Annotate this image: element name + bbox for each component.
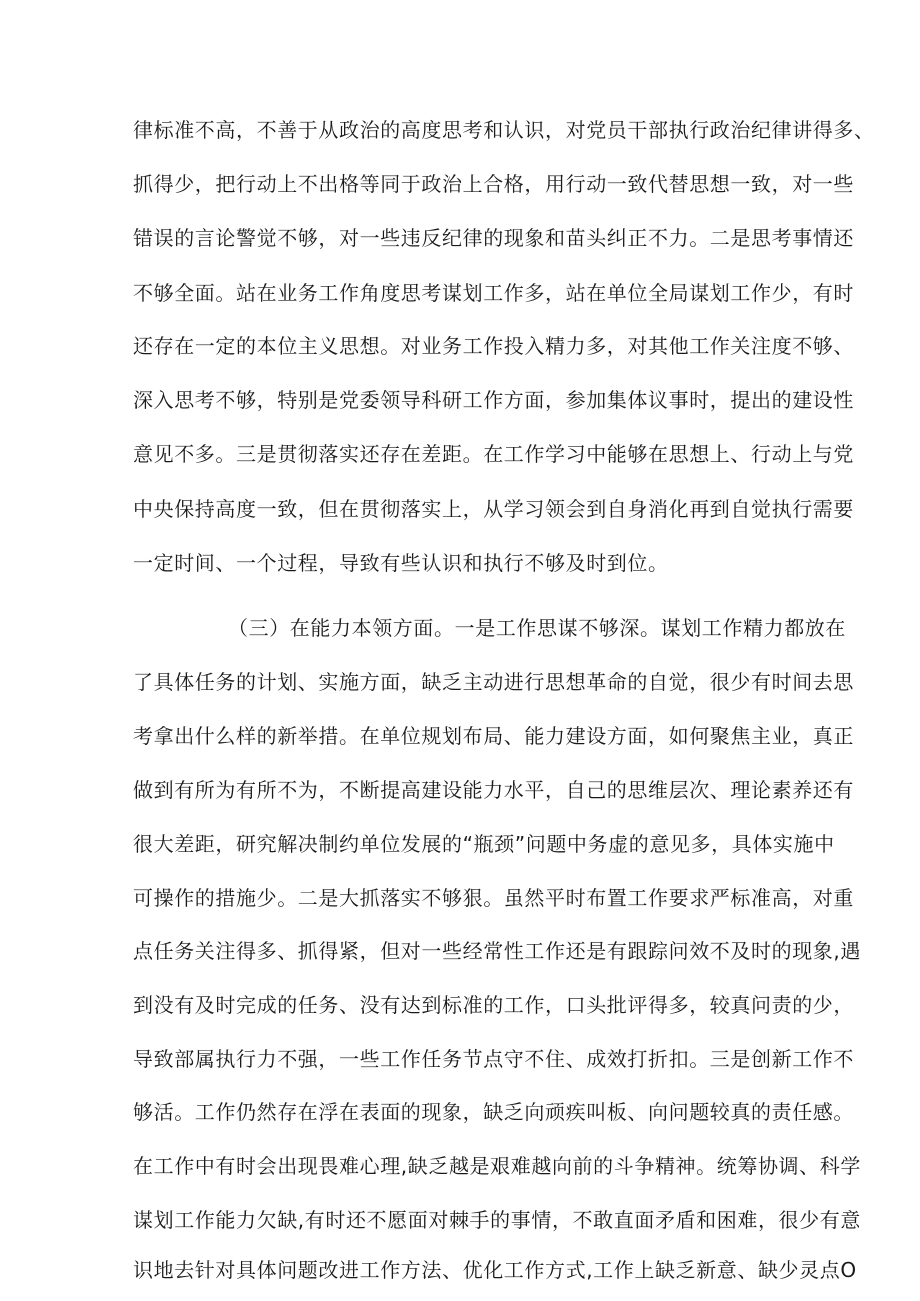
text-line: 中央保持高度一致，但在贯彻落实上，从学习领会到自身消化再到自觉执行需要 <box>133 497 854 521</box>
text-line: 导致部属执行力不强，一些工作任务节点守不住、成效打折扣。三是创新工作不 <box>133 1047 854 1071</box>
text-line: 律标准不高，不善于从政治的高度思考和认识，对党员干部执行政治纪律讲得多、 <box>133 118 875 142</box>
text-line: 点任务关注得多、抓得紧，但对一些经常性工作还是有跟踪问效不及时的现象,遇 <box>133 939 861 963</box>
text-line: 考拿出什么样的新举措。在单位规划布局、能力建设方面，如何聚焦主业，真正 <box>133 724 854 748</box>
text-line: 错误的言论警觉不够，对一些违反纪律的现象和苗头纠正不力。二是思考事情还 <box>133 226 854 250</box>
text-line: 做到有所为有所不为，不断提高建设能力水平，自己的思维层次、理论素养还有 <box>133 778 854 802</box>
text-line: 很大差距，研究解决制约单位发展的“瓶颈”问题中务虚的意见多，具体实施中 <box>133 832 835 856</box>
text-line: 到没有及时完成的任务、没有达到标准的工作，口头批评得多，较真问责的少， <box>133 993 854 1017</box>
section-heading-line: （三）在能力本领方面。一是工作思谋不够深。谋划工作精力都放在 <box>228 616 846 640</box>
text-line: 还存在一定的本位主义思想。对业务工作投入精力多，对其他工作关注度不够、 <box>133 334 854 358</box>
text-line: 意见不多。三是贯彻落实还存在差距。在工作学习中能够在思想上、行动上与党 <box>133 442 854 466</box>
text-line: 够活。工作仍然存在浮在表面的现象，缺乏向顽疾叫板、向问题较真的责任感。 <box>133 1100 854 1124</box>
text-line: 了具体任务的计划、实施方面，缺乏主动进行思想革命的自觉，很少有时间去思 <box>133 670 854 694</box>
text-line: 深入思考不够，特别是党委领导科研工作方面，参加集体议事时，提出的建设性 <box>133 388 854 412</box>
text-line: 可操作的措施少。二是大抓落实不够狠。虽然平时布置工作要求严标准高，对重 <box>133 886 854 910</box>
text-line: 识地去针对具体问题改进工作方法、优化工作方式,工作上缺乏新意、缺少灵点O <box>133 1258 857 1282</box>
text-line: 不够全面。站在业务工作角度思考谋划工作多，站在单位全局谋划工作少，有时 <box>133 281 854 305</box>
text-line: 在工作中有时会出现畏难心理,缺乏越是艰难越向前的斗争精神。统筹协调、科学 <box>133 1154 861 1178</box>
text-line: 谋划工作能力欠缺,有时还不愿面对棘手的事情，不敢直面矛盾和困难，很少有意 <box>133 1208 861 1232</box>
text-line: 一定时间、一个过程，导致有些认识和执行不够及时到位。 <box>133 551 669 575</box>
text-line: 抓得少，把行动上不出格等同于政治上合格，用行动一致代替思想一致，对一些 <box>133 172 854 196</box>
